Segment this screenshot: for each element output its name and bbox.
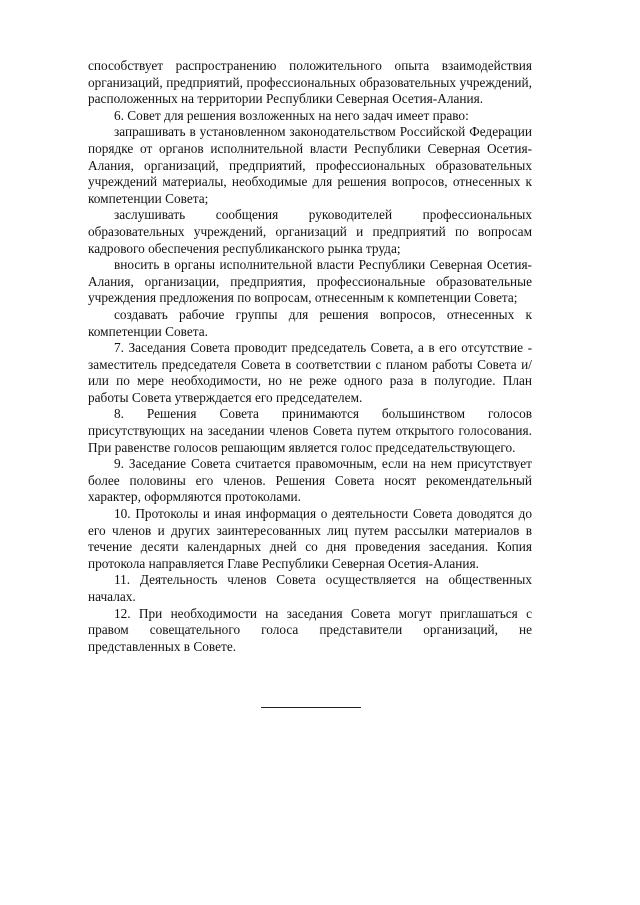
paragraph-right-submit: вносить в органы исполнительной власти Республики Северная Осетия-Алания, организации, предприятия, профессиональные образовательные учреждения предложения по вопросам, отнесенным к компетенции Совета; [88, 257, 532, 306]
paragraph-item-9: 9. Заседание Совета считается правомочным, если на нем присутствует более половины его членов. Решения Совета носят рекомендательный характер, оформляются протоколами. [88, 456, 532, 505]
paragraph-item-11: 11. Деятельность членов Совета осуществляется на общественных началах. [88, 572, 532, 604]
paragraph-item-6: 6. Совет для решения возложенных на него задач имеет право: [114, 107, 469, 123]
document-body [88, 58, 532, 655]
paragraph-right-request: запрашивать в установленном законодательством Российской Федерации порядке от органов исполнительной власти Республики Северная Осетия-Алания, организаций, предприятий, профессиональных образовательных учреждений материалы, необходимые для решения вопросов, отнесенных к компетенции Совета; [88, 124, 532, 206]
paragraph-intro-continuation: способствует распространению положительного опыта взаимодействия организаций, предприятий, профессиональных образовательных учреждений, расположенных на территории Республики Северная Осетия-Алания. [88, 58, 532, 107]
paragraph-right-groups: создавать рабочие группы для решения вопросов, отнесенных к компетенции Совета. [88, 306, 532, 339]
paragraph-item-8: 8. Решения Совета принимаются большинством голосов присутствующих на заседании членов Совета путем открытого голосования. При равенстве голосов решающим является голос председательствующего. [88, 406, 532, 455]
paragraph-right-hear: заслушивать сообщения руководителей профессиональных образовательных учреждений, организаций и предприятий по вопросам кадрового обеспечения республиканского рынка труда; [88, 207, 532, 256]
paragraph-item-12: 12. При необходимости на заседания Совета могут приглашаться с правом совещательного голоса представители организаций, не представленных в Совете. [88, 605, 532, 654]
paragraph-item-10: 10. Протоколы и иная информация о деятельности Совета доводятся до его членов и других заинтересованных лиц путем рассылки материалов в течение десяти календарных дней со дня проведения заседания. Копия протокола направляется Главе Республики Северная Осетия-Алания. [88, 506, 532, 571]
end-separator-line [261, 707, 361, 708]
paragraph-item-7: 7. Заседания Совета проводит председатель Совета, а в его отсутствие - заместитель председателя Совета в соответствии с планом работы Совета и/или по мере необходимости, но не реже одного раза в полугодие. План работы Совета утверждается его председателем. [88, 340, 532, 405]
